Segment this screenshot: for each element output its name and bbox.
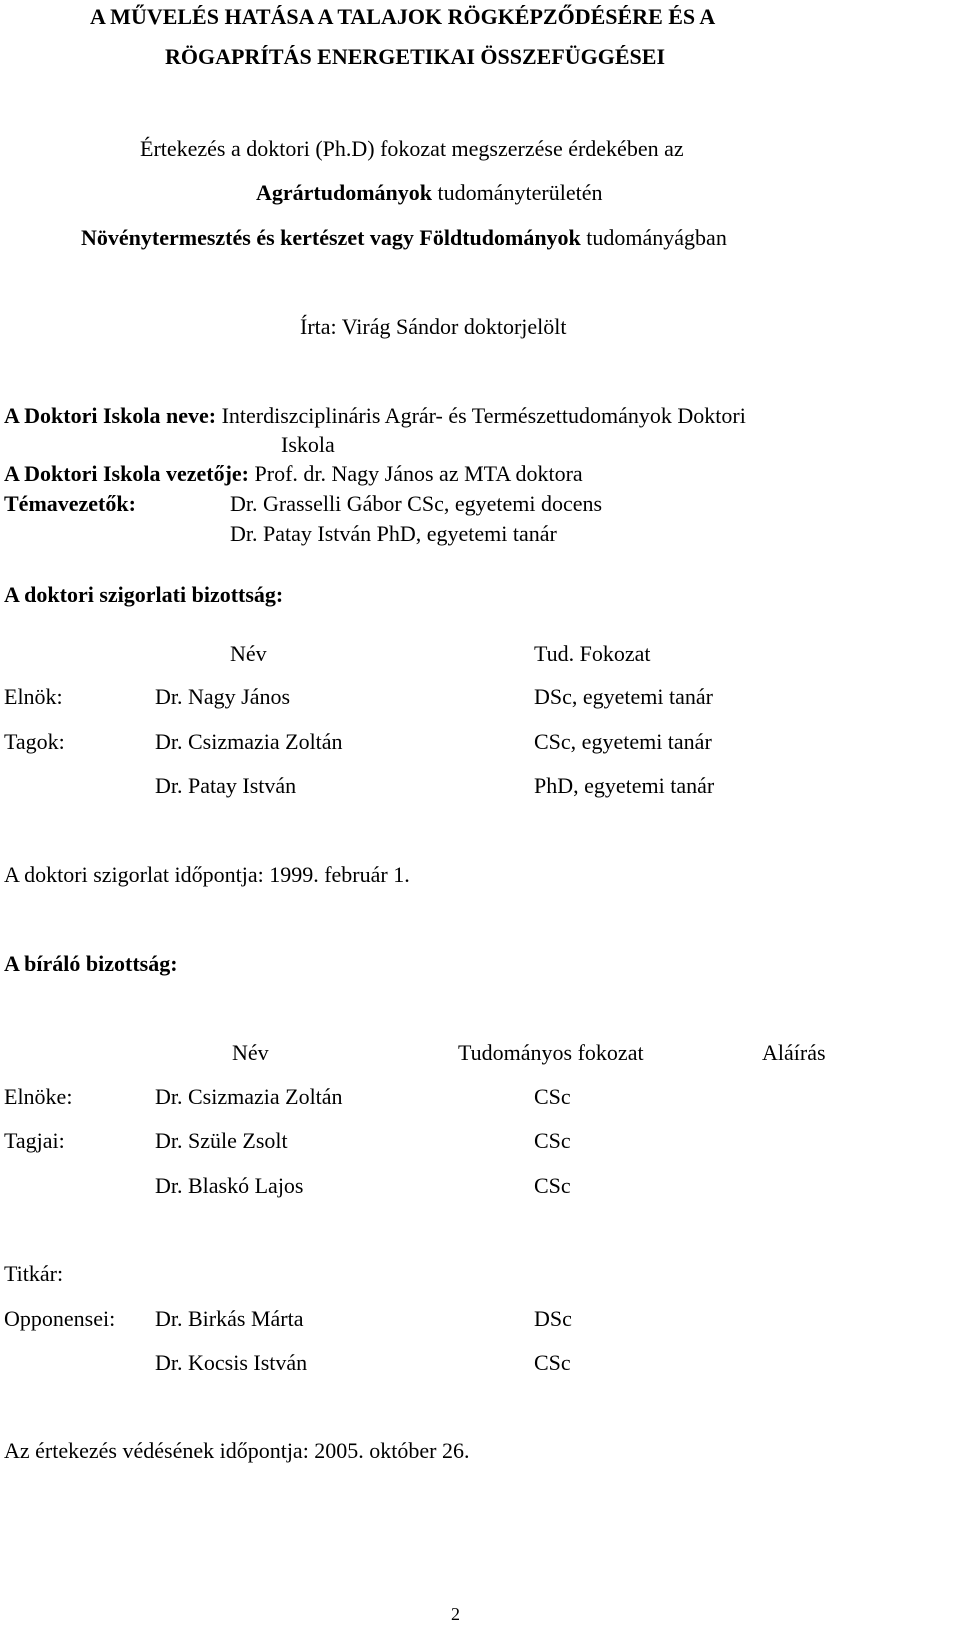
review-row-name: Dr. Blaskó Lajos (155, 1173, 304, 1198)
school-name-label: A Doktori Iskola neve: (4, 403, 217, 428)
author-line: Írta: Virág Sándor doktorjelölt (300, 314, 567, 339)
review-row-role: Elnöke: (4, 1084, 73, 1109)
review-col-signature: Aláírás (762, 1040, 826, 1065)
school-name-value: Interdiszciplináris Agrár- és Természettudományok Doktori (216, 403, 746, 428)
page-number: 2 (451, 1604, 460, 1624)
exam-row-degree: DSc, egyetemi tanár (534, 684, 713, 709)
opponent-name: Dr. Kocsis István (155, 1350, 308, 1375)
opponent-name: Dr. Birkás Márta (155, 1306, 304, 1331)
review-row-name: Dr. Csizmazia Zoltán (155, 1084, 343, 1109)
review-row-name: Dr. Szüle Zsolt (155, 1128, 288, 1153)
review-col-name: Név (232, 1040, 269, 1065)
exam-row-degree: CSc, egyetemi tanár (534, 729, 712, 754)
field-suffix: tudományterületén (432, 180, 603, 205)
exam-committee-heading: A doktori szigorlati bizottság: (4, 582, 284, 607)
field-name: Agrártudományok (256, 180, 433, 205)
subtitle-line-1: Értekezés a doktori (Ph.D) fokozat megszerzése érdekében az (140, 136, 684, 161)
exam-row-name: Dr. Nagy János (155, 684, 291, 709)
school-leader-label: A Doktori Iskola vezetője: (4, 461, 250, 486)
exam-col-name: Név (230, 641, 267, 666)
exam-col-degree: Tud. Fokozat (534, 641, 651, 666)
title-line-1: A MŰVELÉS HATÁSA A TALAJOK RÖGKÉPZŐDÉSÉRE ÉS A (90, 4, 716, 29)
exam-row-name: Dr. Csizmazia Zoltán (155, 729, 343, 754)
review-row-degree: CSc (534, 1084, 571, 1109)
opponent-degree: DSc (534, 1306, 572, 1331)
review-row-degree: CSc (534, 1128, 571, 1153)
review-row-role: Tagjai: (4, 1128, 65, 1153)
defense-date: Az értekezés védésének időpontja: 2005. október 26. (4, 1438, 470, 1463)
opponent-degree: CSc (534, 1350, 571, 1375)
school-leader-line (4, 463, 583, 485)
school-leader-value: Prof. dr. Nagy János az MTA doktora (249, 461, 583, 486)
subtitle-line-3 (81, 227, 727, 249)
school-name-line (4, 405, 746, 427)
review-row-degree: CSc (534, 1173, 571, 1198)
secretary-label: Titkár: (4, 1261, 64, 1286)
supervisor-1: Dr. Grasselli Gábor CSc, egyetemi docens (230, 491, 603, 516)
exam-row-role: Tagok: (4, 729, 65, 754)
exam-date: A doktori szigorlat időpontja: 1999. február 1. (4, 862, 410, 887)
exam-row-name: Dr. Patay István (155, 773, 297, 798)
opponents-label: Opponensei: (4, 1306, 116, 1331)
exam-row-role: Elnök: (4, 684, 63, 709)
review-committee-heading: A bíráló bizottság: (4, 951, 178, 976)
subtitle-line-2 (256, 182, 602, 204)
supervisor-2: Dr. Patay István PhD, egyetemi tanár (230, 521, 557, 546)
school-name-continuation: Iskola (281, 432, 335, 457)
discipline-suffix: tudományágban (580, 225, 727, 250)
supervisors-label: Témavezetők: (4, 491, 136, 516)
discipline-name: Növénytermesztés és kertészet vagy Földtudományok (81, 225, 581, 250)
review-col-degree: Tudományos fokozat (458, 1040, 644, 1065)
title-line-2: RÖGAPRÍTÁS ENERGETIKAI ÖSSZEFÜGGÉSEI (165, 44, 666, 69)
exam-row-degree: PhD, egyetemi tanár (534, 773, 715, 798)
